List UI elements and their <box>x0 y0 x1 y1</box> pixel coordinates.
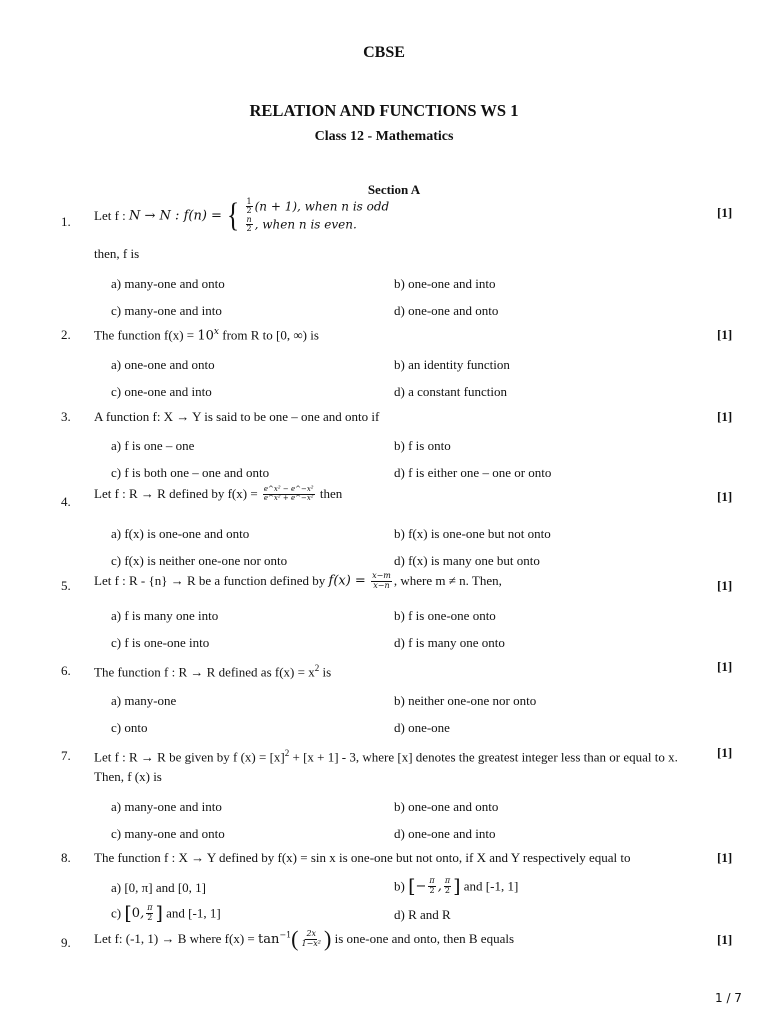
text-before: Let f : R - {n} → R be a function defined by <box>94 573 326 589</box>
option-a: a) many-one <box>111 693 177 708</box>
class-subtitle: Class 12 - Mathematics <box>314 129 454 144</box>
text-before: The function f(x) = <box>94 327 195 343</box>
worksheet-title: RELATION AND FUNCTIONS WS 1 <box>249 101 519 120</box>
fraction <box>263 486 315 502</box>
text-after: is one-one and onto, then B equals <box>334 931 515 946</box>
question-text <box>94 485 342 502</box>
option-c: c) many-one and into <box>111 303 222 318</box>
interval-math: [0, $\frac{\pi}{2}$ ] <box>124 902 163 924</box>
marks-label: [1] <box>717 205 733 220</box>
question-number: 2. <box>61 327 71 342</box>
marks-label: [1] <box>717 409 733 424</box>
fraction-numerator: e^x² − e^−x² <box>263 485 314 494</box>
marks-label: [1] <box>717 850 733 865</box>
page-number: 1 / 7 <box>715 991 742 1005</box>
inverse-tan <box>258 932 291 947</box>
fraction-denominator: 1−x² <box>301 938 321 948</box>
math-base: 10 <box>197 328 214 344</box>
option-c: c) f is both one – one and onto <box>111 465 270 480</box>
option-b: b) one-one and into <box>394 276 496 291</box>
question-number: 6. <box>61 663 71 678</box>
function-name: tan <box>258 932 280 948</box>
case-even: , when n is even. <box>254 217 357 232</box>
fraction-numerator: 2x <box>306 929 317 939</box>
option-a: a) f is many one into <box>111 608 219 623</box>
question-number: 9. <box>61 935 71 950</box>
option-c-letter: c) <box>111 905 122 921</box>
question-prefix: Let f : <box>94 207 126 223</box>
case-odd: (n + 1), when n is odd <box>254 199 390 214</box>
marks-label: [1] <box>717 659 733 674</box>
marks-label: [1] <box>717 932 733 947</box>
question-number: 1. <box>61 214 71 229</box>
fraction <box>300 930 322 948</box>
option-c: c) one-one and into <box>111 384 212 399</box>
option-d: d) f is either one – one or onto <box>394 465 552 480</box>
question-number: 8. <box>61 850 71 865</box>
marks-label: [1] <box>717 745 733 760</box>
option-d: d) one-one and onto <box>394 303 499 318</box>
text-before: Let f : R → R be given by f (x) = [x] <box>94 749 285 765</box>
piecewise-definition: { $\frac{1}{2}$ (n + 1), when n is odd $\frac{n}{2}$ , when n is even. <box>227 196 390 234</box>
option-b: b) f is one-one onto <box>394 608 496 623</box>
option-d: d) R and R <box>394 907 451 922</box>
question-text <box>94 327 319 343</box>
marks-label: [1] <box>717 327 733 342</box>
function-signature: N → N : f(n) = <box>129 208 222 224</box>
fraction-numerator: x−m <box>372 571 391 581</box>
option-c: c) onto <box>111 720 148 735</box>
question-text: A function f: X → Y is said to be one – one and onto if <box>94 409 380 424</box>
math-exponent: x <box>213 327 219 337</box>
option-d: d) a constant function <box>394 384 507 399</box>
text-before: Let f: (-1, 1) → B where f(x) = <box>94 931 255 946</box>
option-a: a) many-one and into <box>111 799 222 814</box>
question-number: 4. <box>61 494 71 509</box>
option-b <box>394 875 518 897</box>
question-text <box>94 663 331 680</box>
question-number: 5. <box>61 578 71 593</box>
exponent: 2 <box>314 663 320 673</box>
option-b-letter: b) <box>394 878 405 894</box>
option-a: a) f is one – one <box>111 438 195 453</box>
text-after: , where m ≠ n. Then, <box>393 573 502 589</box>
option-b: b) one-one and onto <box>394 799 499 814</box>
text-after: then <box>319 486 343 502</box>
question-text <box>94 198 389 234</box>
marks-label: [1] <box>717 489 733 504</box>
text-before: The function f : R → R defined as f(x) = x <box>94 664 315 680</box>
section-heading: Section A <box>367 182 421 197</box>
question-number: 7. <box>61 748 71 763</box>
question-text <box>94 572 502 590</box>
option-c <box>111 902 221 924</box>
marks-label: [1] <box>717 578 733 593</box>
option-c: c) f(x) is neither one-one nor onto <box>111 553 288 568</box>
option-d: d) one-one <box>394 720 450 735</box>
inverse-exponent: −1 <box>279 930 292 940</box>
option-d: d) one-one and into <box>394 826 496 841</box>
question-text-line2: then, f is <box>94 246 140 261</box>
option-a: a) one-one and onto <box>111 357 215 372</box>
option-b: b) f(x) is one-one but not onto <box>394 526 551 541</box>
option-b: b) f is onto <box>394 438 451 453</box>
fraction-denominator: e^x² + e^−x² <box>263 493 314 502</box>
option-a: a) many-one and onto <box>111 276 225 291</box>
option-a: a) [0, π] and [0, 1] <box>111 880 206 895</box>
option-b: b) neither one-one nor onto <box>394 693 537 708</box>
board-heading: CBSE <box>363 44 405 61</box>
question-number: 3. <box>61 409 71 424</box>
function-lhs: f(x) = <box>328 573 366 589</box>
option-d: d) f(x) is many one but onto <box>394 553 540 568</box>
option-b: b) an identity function <box>394 357 510 372</box>
question-text-line2: Then, f (x) is <box>94 769 162 784</box>
text-after: from R to [0, ∞) is <box>222 327 319 343</box>
option-c: c) f is one-one into <box>111 635 210 650</box>
option-c: c) many-one and onto <box>111 826 225 841</box>
interval-math: [− $\frac{\pi}{2}$ , $\frac{\pi}{2}$ ] <box>408 875 461 897</box>
question-text: Let f: (-1, 1) → B where $f(x) = \tan^{-1}$( $\frac{2x}{\text{1−x²}}$ ) is one-one and onto, then B equals <box>94 926 515 951</box>
exponent: 2 <box>284 748 290 758</box>
fraction-denominator: x−n <box>373 580 390 590</box>
fraction <box>371 572 392 590</box>
text-before: Let f : R → R defined by f(x) = <box>94 486 258 502</box>
question-text: The function f : X → Y defined by f(x) = sin x is one-one but not onto, if X and Y respectively equal to <box>94 850 631 865</box>
option-d: d) f is many one onto <box>394 635 505 650</box>
text-after: + [x + 1] - 3, where [x] denotes the greatest integer less than or equal to x. <box>289 749 678 765</box>
option-c-tail: and [-1, 1] <box>166 905 221 921</box>
option-a: a) f(x) is one-one and onto <box>111 526 250 541</box>
question-text <box>94 748 678 765</box>
option-b-tail: and [-1, 1] <box>463 878 519 894</box>
text-after: is <box>319 664 332 680</box>
